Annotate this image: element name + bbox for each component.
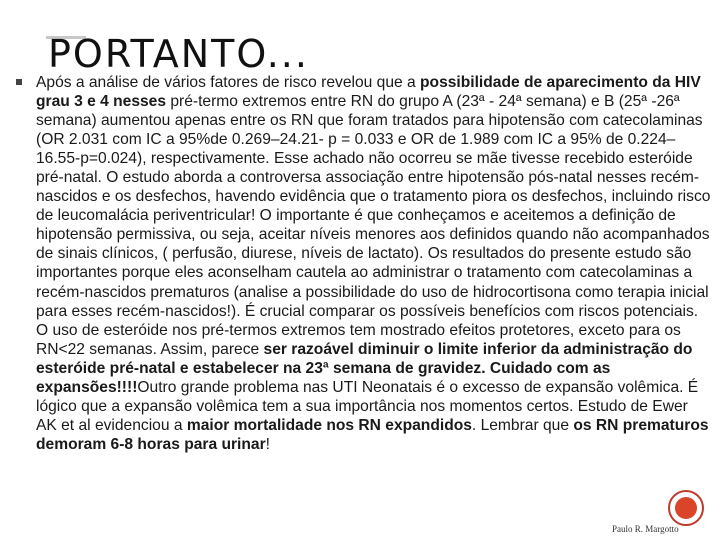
slide-paragraph: [36, 73, 712, 454]
circle-nav-icon: [675, 497, 697, 519]
body-text-run: Após a análise de vários fatores de risco revelou que a: [36, 74, 421, 91]
emphasis-text: os RN prematuros demoram 6-8 horas para urinar: [36, 416, 709, 453]
next-slide-button[interactable]: [668, 490, 704, 526]
body-text-run: pré-termo extremos entre RN do grupo A (23ª - 24ª semana) e B (25ª -26ª semana) aumentou apenas entre os RN que foram tratados para hipotensão com catecolaminas (OR 2.031 com IC a 95%de 0.269–24.21- p = 0.033 e OR de 1.989 com IC a 95% de 0.224–16.55-p=0.024), respectivamente. Esse achado não ocorreu se mãe tivesse recebido esteróide pré-natal. O estudo aborda a controversa associação entre hipotensão pós-natal nesses recém-nascidos e os desfechos, havendo evidência que o tratamento piora os desfechos, incluindo risco de leucomalácia periventricular! O importante é que conheçamos e aceitemos a definição de hipotensão permissiva, ou seja, aceitar níveis menores aos definidos quando não acompanhados de sinais clínicos, ( perfusão, diurese, níveis de lactato). Os resultados do presente estudo são importantes porque eles aconselham cautela ao administrar o tratamento com catecolaminas a recém-nascidos prematuros (analise a possibilidade do uso de hidrocortisona como terapia inicial para esses recém-nascidos!). É crucial comparar os possíveis benefícios com riscos potenciais. O uso de esteróide nos pré-termos extremos tem mostrado efeitos protetores, exceto para os RN<22 semanas. Assim, parece: [36, 93, 711, 358]
body-text-run: !: [265, 435, 271, 453]
body-text-run: Outro grande problema nas UTI Neonatais é o excesso de expansão volêmica. É lógico que a expansão volêmica tem a sua importância nos momentos certos. Estudo de Ewer AK et al evidenciou a: [36, 378, 699, 434]
emphasis-text: possibilidade de aparecimento da HIV grau 3 e 4 nesses: [36, 74, 701, 111]
emphasis-text: maior mortalidade nos RN expandidos: [186, 416, 472, 434]
body-text-run: . Lembrar que: [471, 416, 574, 434]
author-credit: Paulo R. Margotto: [612, 524, 679, 534]
slide-title: PORTANTO...: [48, 32, 309, 76]
square-bullet-icon: [16, 79, 22, 85]
emphasis-text: ser razoável diminuir o limite inferior da administração do esteróide pré-natal e estabelecer na 23ª semana de gravidez. Cuidado com as expansões!!!!: [36, 340, 693, 396]
